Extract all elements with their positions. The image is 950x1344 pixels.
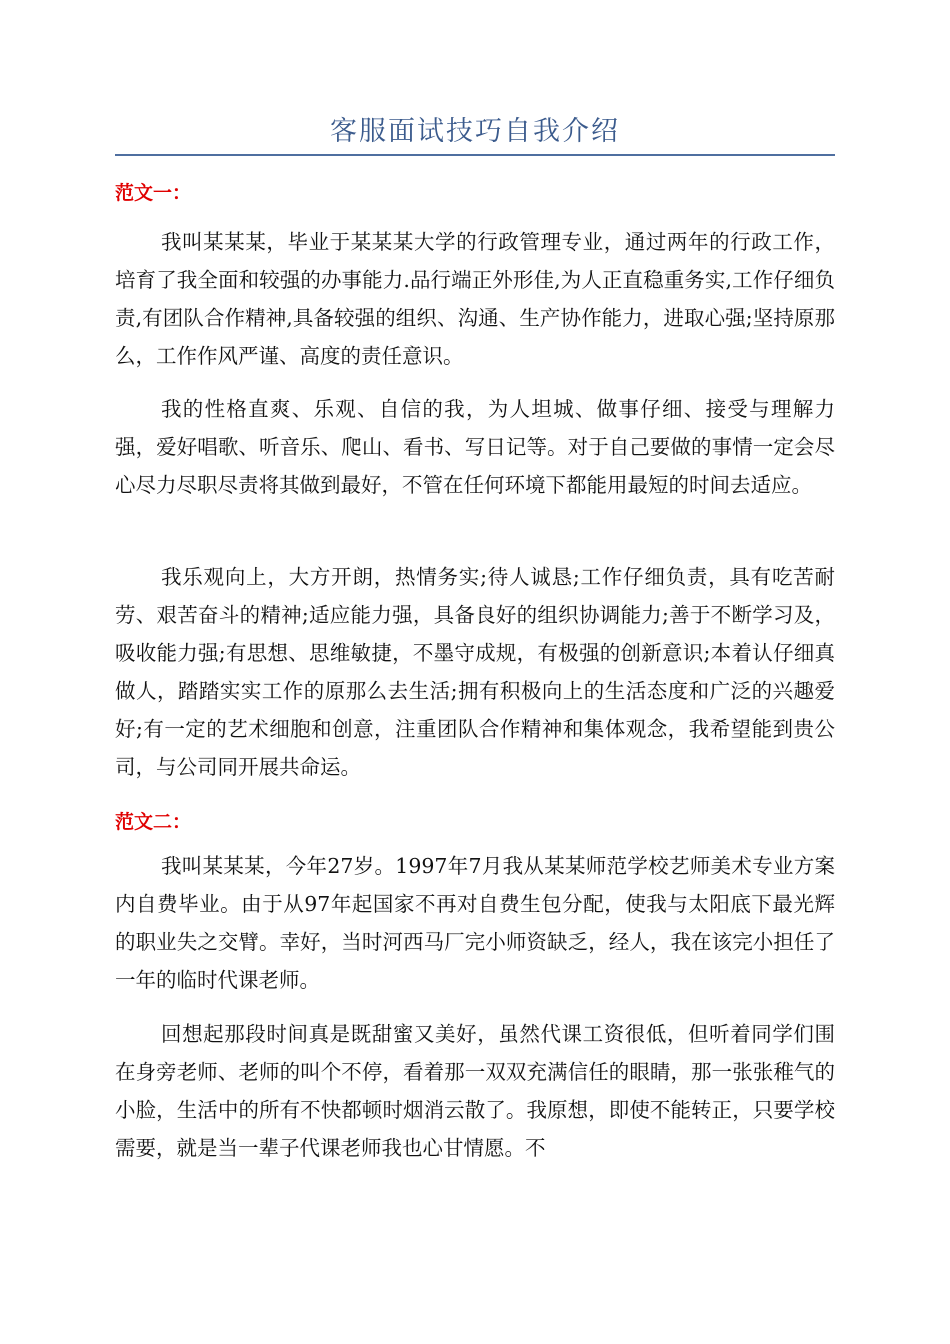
paragraph: 我的性格直爽、乐观、自信的我，为人坦城、做事仔细、接受与理解力强，爱好唱歌、听音乐、爬山、看书、写日记等。对于自己要做的事情一定会尽心尽力尽职尽责将其做到最好，不管在任何环境下都能用最短的时间去适应。 — [115, 397, 835, 497]
paragraph: 我乐观向上，大方开朗，热情务实;待人诚恳;工作仔细负责，具有吃苦耐劳、艰苦奋斗的精神;适应能力强，具备良好的组织协调能力;善于不断学习及，吸收能力强;有思想、思维敏捷，不墨守成规，有极强的创新意识;本着认仔细真做人，踏踏实实工作的原那么去生活;拥有积极向上的生活态度和广泛的兴趣爱好;有一定的艺术细胞和创意，注重团队合作精神和集体观念，我希望能到贵公司，与公司同开展共命运。 — [115, 565, 835, 779]
section-heading-2: 范文二： — [115, 811, 192, 833]
paragraph: 回想起那段时间真是既甜蜜又美好，虽然代课工资很低，但听着同学们围在身旁老师、老师的叫个不停，看着那一双双充满信任的眼睛，那一张张稚气的小脸，生活中的所有不快都顿时烟消云散了。我原想，即使不能转正，只要学校需要，就是当一辈子代课老师我也心甘情愿。不 — [115, 1022, 835, 1160]
title-underline — [115, 154, 835, 156]
paragraph: 我叫某某某，毕业于某某某大学的行政管理专业，通过两年的行政工作，培育了我全面和较强的办事能力.品行端正外形佳,为人正直稳重务实,工作仔细负责,有团队合作精神,具备较强的组织、沟通、生产协作能力，进取心强;坚持原那么，工作作风严谨、高度的责任意识。 — [115, 230, 835, 368]
document-title: 客服面试技巧自我介绍 — [330, 116, 620, 147]
section-heading-1: 范文一： — [115, 182, 192, 204]
paragraph: 我叫某某某，今年27岁。1997年7月我从某某师范学校艺师美术专业方案内自费毕业。由于从97年起国家不再对自费生包分配，使我与太阳底下最光辉的职业失之交臂。幸好，当时河西马厂完小师资缺乏，经人，我在该完小担任了一年的临时代课老师。 — [115, 854, 835, 992]
